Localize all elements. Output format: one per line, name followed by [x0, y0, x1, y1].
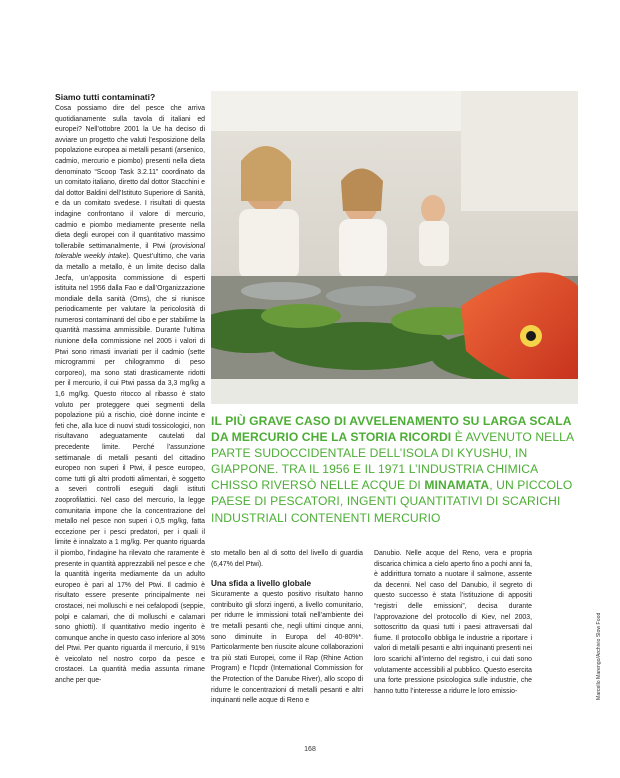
- subheading: Una sfida a livello globale: [211, 579, 312, 589]
- right-column-text: Danubio. Nelle acque del Reno, vera e propria discarica chimica a cielo aperto fino a pochi anni fa, è addirittura tornato a nuotare il salmone, assente da decenni. Nel caso del Danubio, il segreto di questo successo è stata l’istituzione di appositi “registri delle emissioni”, decisa durante l’approvazione del protocollo di Kiev, nel 2003, sottoscritto da quasi tutti i paesi attraversati dal fiume. Il protocollo obbliga le industrie a riportare i valori di metalli pesanti e altri inquinanti presenti nei loro scarichi all’interno del registro, i cui dati sono volutamente accessibili al pubblico. Questo esercita una forte pressione psicologica sulle industrie, che hanno tutto l’interesse a ridurre le loro emissio-: [374, 550, 532, 695]
- pull-quote: IL PIÙ GRAVE CASO DI AVVELENAMENTO SU LARGA SCALA DA MERCURIO CHE LA STORIA RICORDI È AVVENUTO NELLA PARTE SUDOCCIDENTALE DELL’ISOLA DI KYUSHU, IN GIAPPONE. TRA IL 1956 E IL 1971 L’INDUSTRIA CHIMICA CHISSO RIVERSÒ NELLE ACQUE DI MINAMATA, UN PICCOLO PAESE DI PESCATORI, INGENTI QUANTITATIVI DI SCARICHI INDUSTRIALI CONTENENTI MERCURIO: [211, 414, 574, 525]
- left-column: [55, 92, 205, 687]
- page-number: 168: [304, 746, 316, 753]
- fish-market-photo: [211, 91, 578, 404]
- middle-column-text: Sicuramente a questo positivo risultato hanno contribuito gli sforzi ingenti, a livello comunitario, per ridurre le immissioni totali nell’ambiente dei tre metalli pesanti che, negli ultimi cinque anni, sono diminuite in Europa del 40-80%*. Particolarmente ben riuscite alcune collaborazioni tra più stati Europei, come il Rap (Rhine Action Program) e l’Icpdr (International Commission for the Protection of the Danube River), allo scopo di ridurre le concentrazioni di metalli pesanti e altri inquinanti nelle acque di Reno e: [211, 591, 363, 705]
- left-column-text: Cosa possiamo dire del pesce che arriva quotidianamente sulla tavola di italiani ed europei? Nell’ottobre 2001 la Ue ha deciso di avviare un progetto che valuti l’esposizione della popolazione europea ai metalli pesanti (arsenico, cadmio, mercurio e piombo) presenti nella dieta denominato “Scoop Task 3.2.11” coordinato da un comitato italiano, diretto dal dottor Stacchini e dal dottor Baldini dell’Istituto Superiore di Sanità, e da un comitato svedese. I risultati di questa indagine confrontano il valore di mercurio, cadmio e piombo mediamente presente nella dieta degli europei con il quantitativo massimo tollerabile settimanalmente, il Ptwi (provisional tolerable weekly intake). Quest’ultimo, che varia da metallo a metallo, è un limite deciso dalla Jecfa, un’apposita commissione di esperti istituita nel 1956 dalla Fao e dall’Organizzazione mondiale della sanità (Oms), che si riunisce periodicamente per valutare la pericolosità di numerosi contaminanti del cibo e per stabilirne la quantità massima ammissibile. Durante l’ultima riunione della commissione nel 2005 i valori di Ptwi sono rimasti invariati per il cadmio (sette microgrammi per chilogrammo di peso corporeo), ma sono stati drasticamente ridotti per il mercurio, il cui Ptwi passa da 3,3 mg/kg a 1,6 mg/kg. Questo ritocco al ribasso è stato voluto per proteggere quei segmenti della popolazione più a rischio, cioè donne incinte e feti che, alla luce di nuovi studi tossicologici, non risultavano adeguatamente cautelati dal precedente limite. Perché l’assunzione settimanale di metalli pesanti del cittadino europeo non superi il Ptwi, il pesce europeo, come tutti gli altri prodotti alimentari, è soggetto a severi controlli eseguiti dagli istituti zooprofilattici. Nel caso del mercurio, la legge comunitaria impone che la concentrazione del metallo nel pesce non superi i 0,5 mg/kg, fatta eccezione per i pesci predatori, per i quali il limite è innalzato a 1 mg/kg. Per quanto riguarda il piombo, l’indagine ha rilevato che raramente è presente in quantità apprezzabili nel pesce e che la quantità ingerita mediamente da un adulto europeo è pari al 17% del Ptwi. Il cadmio è risultato essere presente principalmente nei crostacei, nei molluschi e nei cefalopodi (seppie, polpi e calamari, che di molluschi e calamari sono ghiotti). Il quantitativo medio ingerito è comunque anche in questo caso inferiore al 30% del Ptwi. Per quanto riguarda il mercurio, il 91% è veicolato nel nostro corpo da pesce e crostacei. La quantità media assunta rimane anche per que-: [55, 105, 205, 685]
- right-column: [374, 549, 532, 697]
- photo-credit: Marcello Marengo/Archivio Slow Food: [596, 612, 602, 700]
- middle-intro-text: sto metallo ben al di sotto del livello di guardia (6,47% del Ptwi).: [211, 550, 363, 568]
- middle-column: [211, 549, 363, 707]
- section-heading: Siamo tutti contaminati?: [55, 92, 156, 102]
